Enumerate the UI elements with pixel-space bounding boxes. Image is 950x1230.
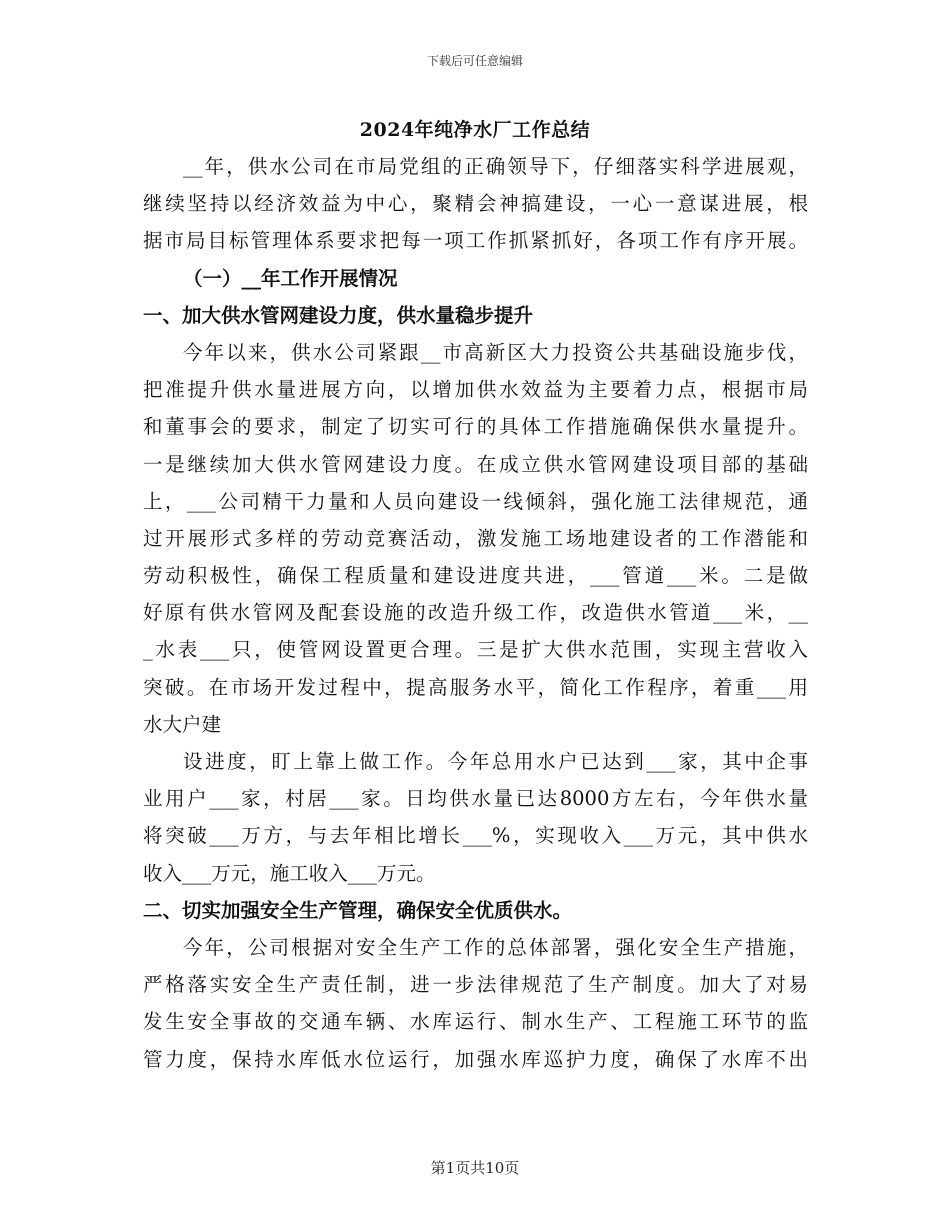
heading-1: 一、加大供水管网建设力度，供水量稳步提升: [143, 303, 534, 327]
text-line: 业用户___家，村居___家。日均供水量已达8000方左右，今年供水量: [143, 787, 808, 811]
heading-2: 二、切实加强安全生产管理，确保安全优质供水。: [143, 898, 573, 922]
text-line: 突破。在市场开发过程中，提高服务水平，简化工作程序，着重___用: [143, 675, 808, 699]
text-line: 一是继续加大供水管网建设力度。在成立供水管网建设项目部的基础: [143, 452, 808, 476]
text-line: 和董事会的要求，制定了切实可行的具体工作措施确保供水量提升。: [143, 415, 808, 439]
text-line: 据市局目标管理体系要求把每一项工作抓紧抓好，各项工作有序开展。: [143, 229, 808, 253]
text-line: 发生安全事故的交通车辆、水库运行、制水生产、工程施工环节的监: [143, 1010, 808, 1034]
header-note: 下载后可任意编辑: [426, 54, 523, 68]
text-line: _水表___只，使管网设置更合理。三是扩大供水范围，实现主营收入: [143, 638, 808, 662]
paragraph-safety: [143, 929, 808, 1078]
text-line: __年，供水公司在市局党组的正确领导下，仔细落实科学进展观，: [183, 155, 808, 178]
text-line: 今年以来，供水公司紧跟__市高新区大力投资公共基础设施步伐，: [183, 340, 808, 364]
text-line: 严格落实安全生产责任制，进一步法律规范了生产制度。加大了对易: [143, 973, 808, 997]
paragraph-progress: [143, 743, 808, 892]
page-footer: 第1页共10页: [430, 1159, 520, 1177]
section-heading: （一）__年工作开展情况: [183, 266, 398, 290]
text-line: 设进度，盯上靠上做工作。今年总用水户已达到___家，其中企事: [183, 750, 808, 773]
text-line: 继续坚持以经济效益为中心，聚精会神搞建设，一心一意谋进展，根: [143, 192, 808, 216]
document-title: 2024年纯净水厂工作总结: [359, 119, 591, 141]
text-line: 好原有供水管网及配套设施的改造升级工作，改造供水管道___米，__: [143, 601, 808, 625]
text-line: 将突破___万方，与去年相比增长___%，实现收入___万元，其中供水: [143, 824, 808, 848]
text-line: 把准提升供水量进展方向，以增加供水效益为主要着力点，根据市局: [143, 378, 808, 402]
paragraph-intro: [143, 148, 808, 260]
paragraph-water-supply: [143, 334, 808, 743]
text-line: 水大户建: [143, 712, 222, 736]
text-line: 管力度，保持水库低水位运行，加强水库巡护力度，确保了水库不出: [143, 1047, 808, 1071]
text-line: 今年，公司根据对安全生产工作的总体部署，强化安全生产措施，: [183, 935, 808, 959]
text-line: 劳动积极性，确保工程质量和建设进度共进，___管道___米。二是做: [143, 564, 808, 588]
text-line: 上，___公司精干力量和人员向建设一线倾斜，强化施工法律规范，通: [143, 489, 808, 513]
text-line: 过开展形式多样的劳动竞赛活动，激发施工场地建设者的工作潜能和: [143, 526, 808, 550]
text-line: 收入___万元，施工收入___万元。: [143, 861, 436, 885]
document-body: [143, 148, 808, 1078]
